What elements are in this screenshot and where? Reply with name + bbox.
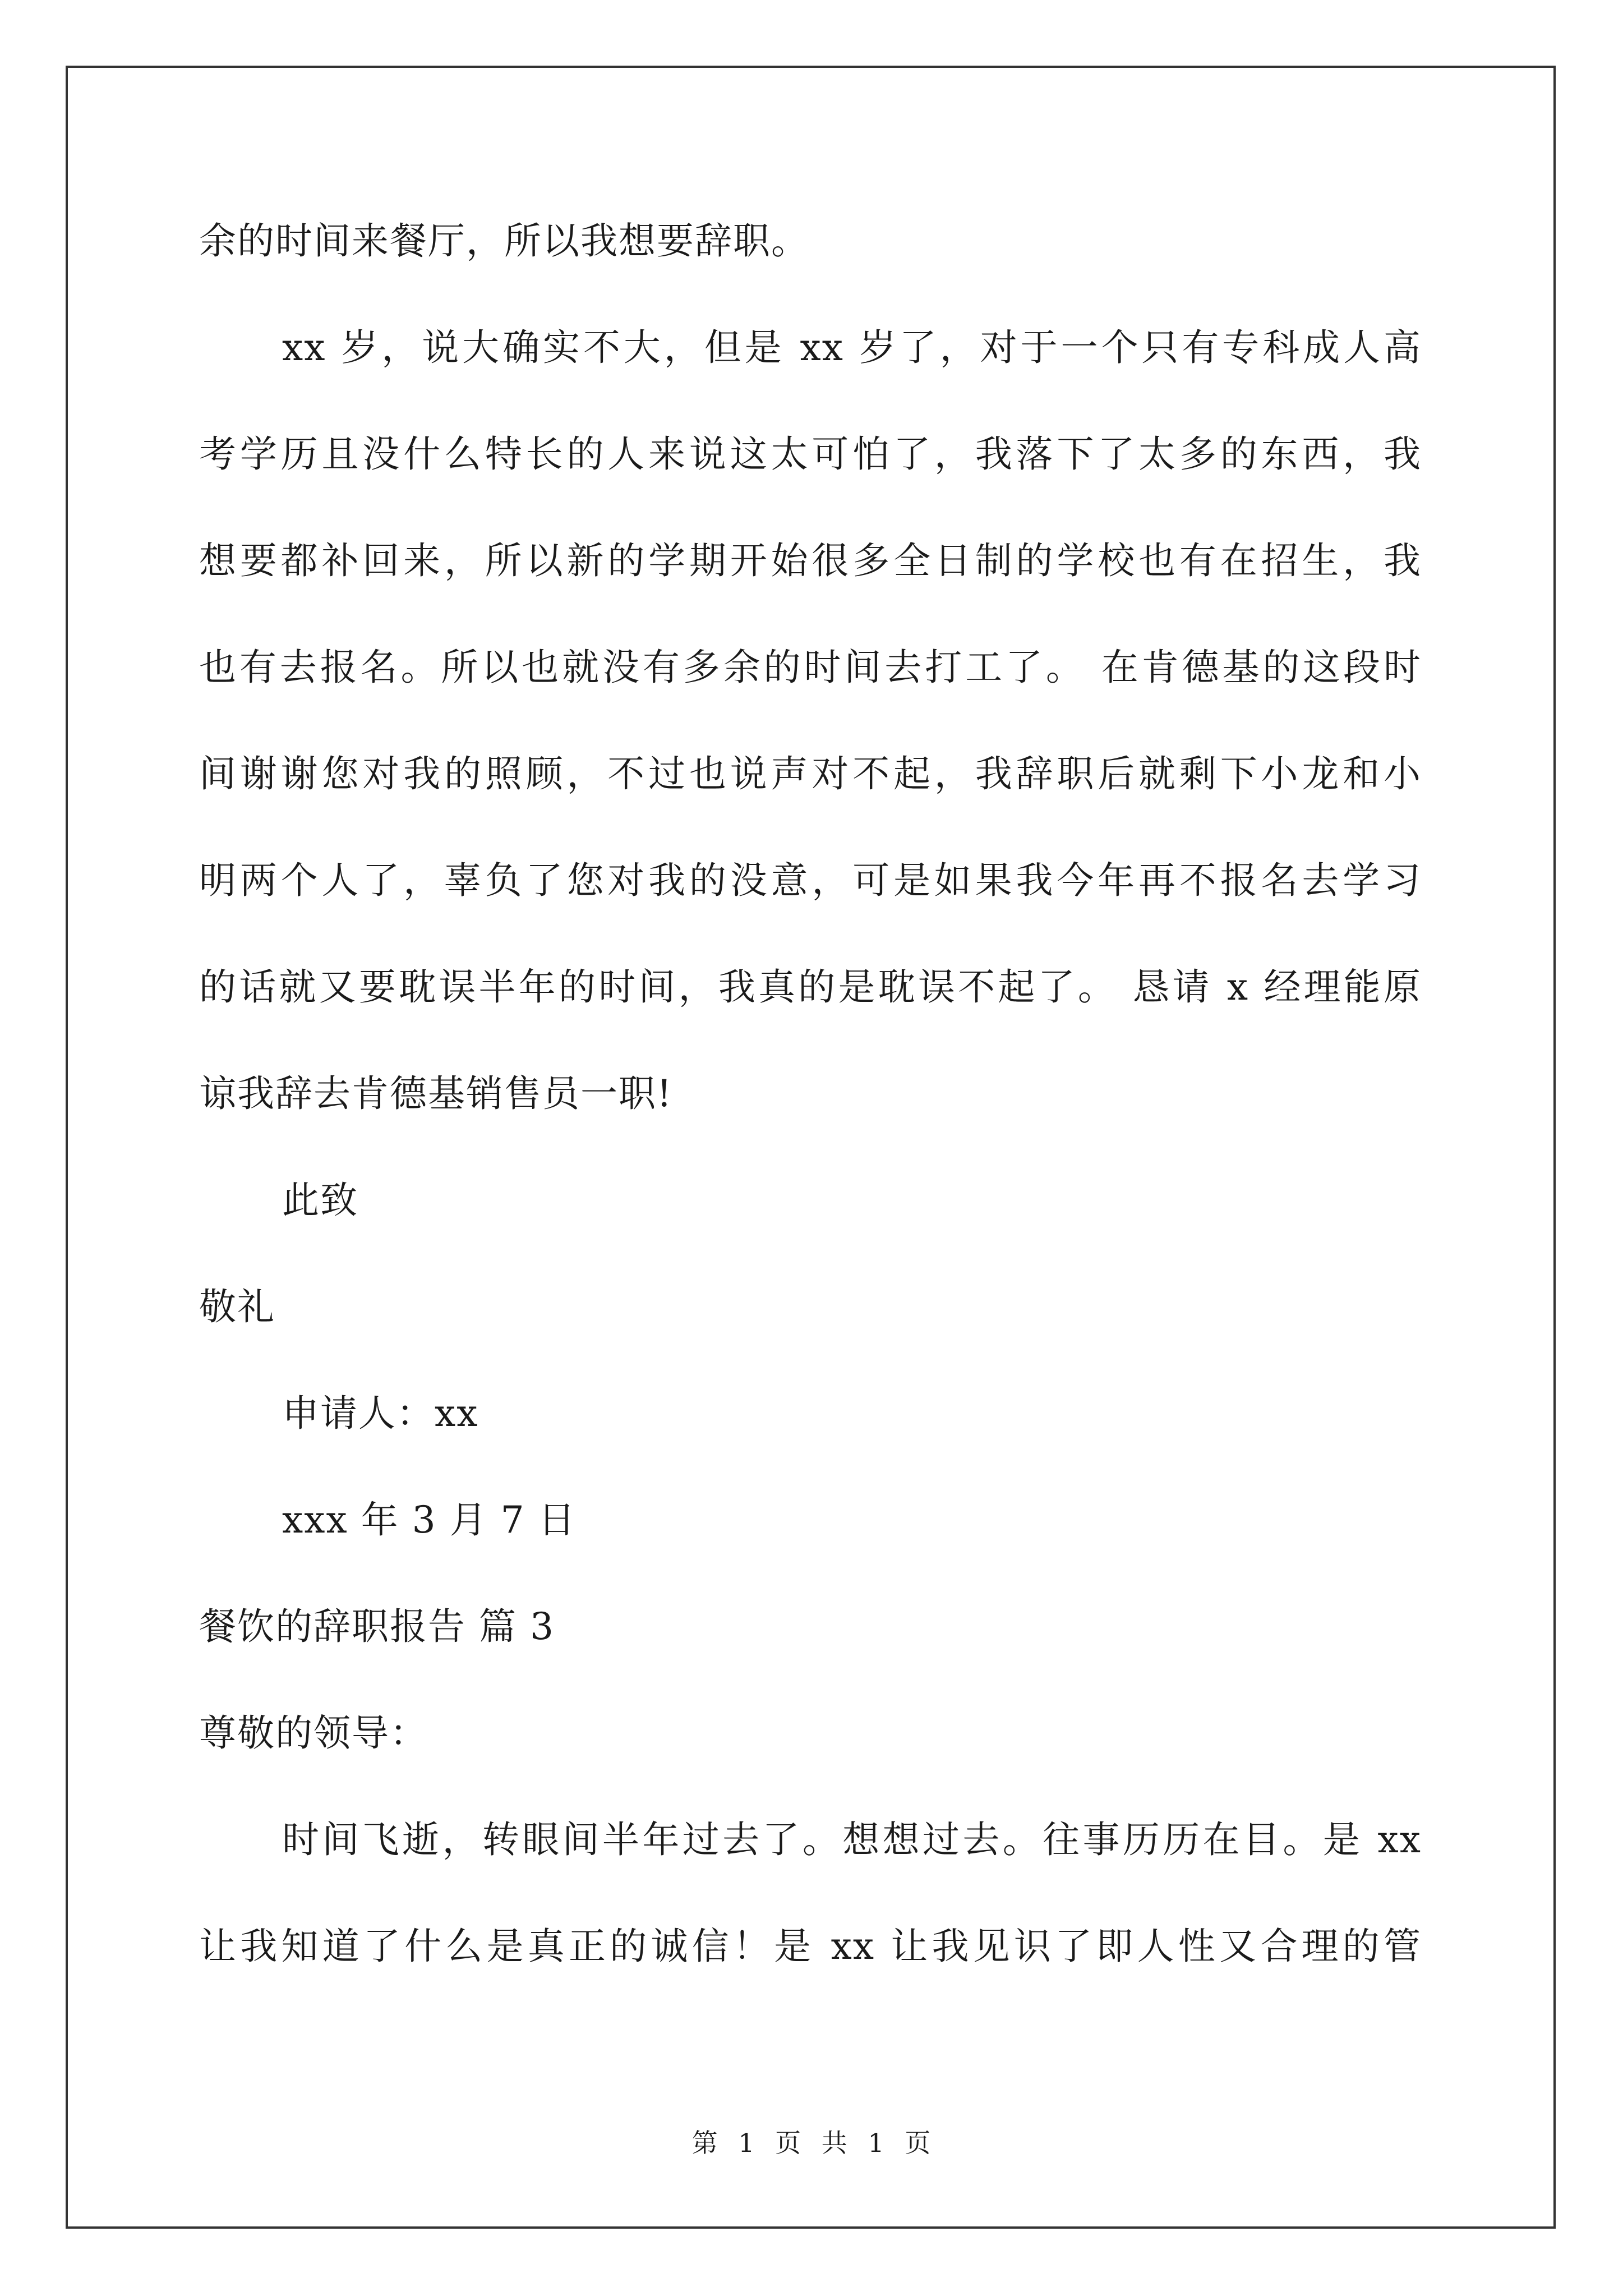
paragraph-line: 想要都补回来，所以新的学期开始很多全日制的学校也有在招生，我 xyxy=(199,539,1422,582)
paragraph-line: 让我知道了什么是真正的诚信！是 xx 让我见识了即人性又合理的管 xyxy=(199,1925,1422,1968)
paragraph-line: 的话就又要耽误半年的时间，我真的是耽误不起了。 恳请 x 经理能原 xyxy=(199,965,1422,1009)
letter-date: xxx 年 3 月 7 日 xyxy=(282,1498,577,1542)
paragraph-line: 明两个人了，辜负了您对我的没意，可是如果我今年再不报名去学习 xyxy=(199,859,1422,902)
closing-regards: 敬礼 xyxy=(199,1285,275,1328)
paragraph-line: 间谢谢您对我的照顾，不过也说声对不起，我辞职后就剩下小龙和小 xyxy=(199,752,1422,795)
paragraph-line: 谅我辞去肯德基销售员一职! xyxy=(199,1072,673,1115)
section-heading: 餐饮的辞职报告 篇 3 xyxy=(199,1605,555,1648)
paragraph-line: 时间飞逝，转眼间半年过去了。想想过去。往事历历在目。是 xx xyxy=(282,1818,1422,1861)
closing-salutation: 此致 xyxy=(282,1179,358,1222)
letter-greeting: 尊敬的领导： xyxy=(199,1711,428,1755)
paragraph-line: 考学历且没什么特长的人来说这太可怕了，我落下了太多的东西，我 xyxy=(199,432,1422,476)
paragraph-line: 也有去报名。所以也就没有多余的时间去打工了。 在肯德基的这段时 xyxy=(199,646,1422,689)
paragraph-line: xx 岁，说大确实不大，但是 xx 岁了，对于一个只有专科成人高 xyxy=(282,326,1422,369)
paragraph-line: 余的时间来餐厅，所以我想要辞职。 xyxy=(199,219,809,263)
page-footer: 第 1 页 共 1 页 xyxy=(691,2128,932,2158)
applicant-signature: 申请人：xx xyxy=(282,1392,479,1435)
document-body xyxy=(199,216,1422,2028)
